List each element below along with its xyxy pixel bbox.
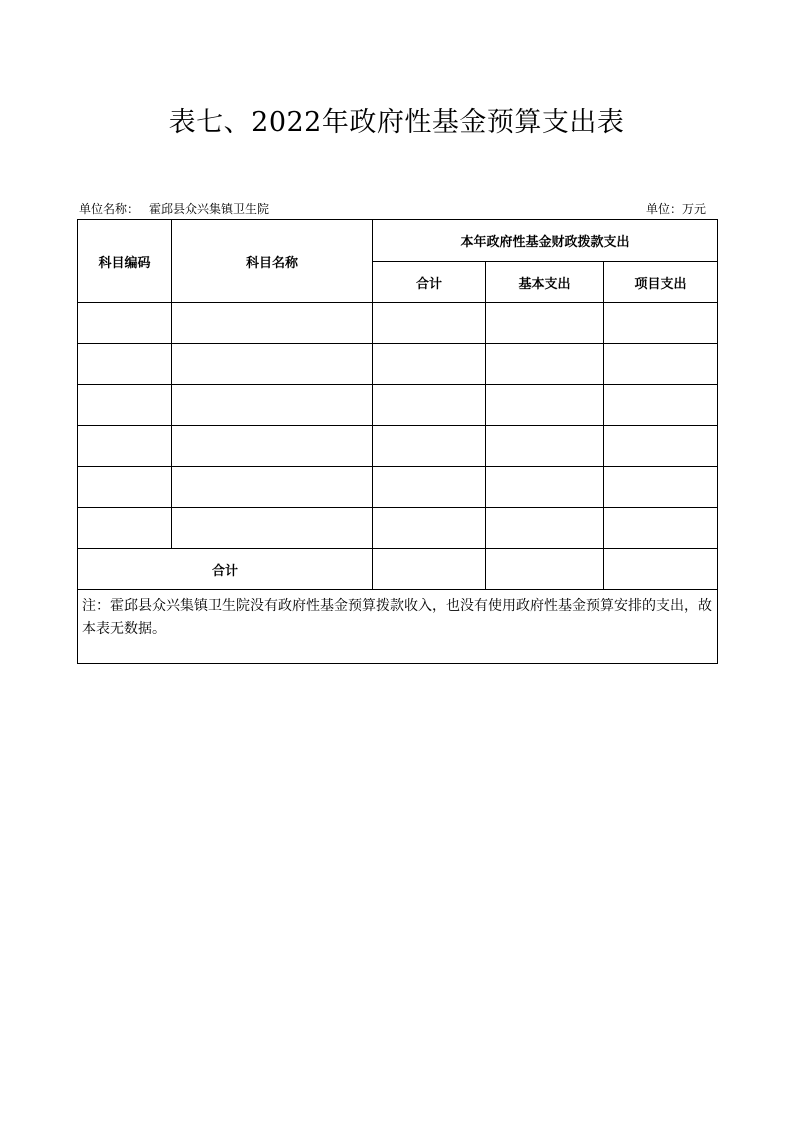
cell-project: [604, 426, 718, 467]
cell-code: [78, 508, 172, 549]
cell-code: [78, 344, 172, 385]
cell-name: [172, 467, 373, 508]
cell-total: [373, 508, 486, 549]
cell-name: [172, 344, 373, 385]
table-row: [78, 467, 718, 508]
unit-name-value: 霍邱县众兴集镇卫生院: [149, 202, 270, 216]
page-title: 表七、2022年政府性基金预算支出表: [168, 107, 625, 138]
header-project: 项目支出: [604, 262, 718, 303]
total-cell-total: [373, 549, 486, 590]
table-row: [78, 344, 718, 385]
table-row: [78, 303, 718, 344]
cell-basic: [486, 344, 604, 385]
table-row: [78, 508, 718, 549]
header-group: 本年政府性基金财政拨款支出: [373, 220, 718, 262]
note-row: [78, 590, 718, 664]
table-row: [78, 426, 718, 467]
cell-basic: [486, 303, 604, 344]
cell-total: [373, 426, 486, 467]
cell-basic: [486, 467, 604, 508]
cell-code: [78, 303, 172, 344]
table-note: 注：霍邱县众兴集镇卫生院没有政府性基金预算拨款收入，也没有使用政府性基金预算安排的支出，故本表无数据。: [78, 590, 718, 664]
header-code: 科目编码: [78, 220, 172, 303]
cell-project: [604, 385, 718, 426]
cell-basic: [486, 426, 604, 467]
cell-project: [604, 344, 718, 385]
header-row-1: [78, 220, 718, 262]
cell-project: [604, 508, 718, 549]
total-cell-basic: [486, 549, 604, 590]
cell-name: [172, 385, 373, 426]
cell-total: [373, 303, 486, 344]
cell-name: [172, 426, 373, 467]
header-name: 科目名称: [172, 220, 373, 303]
unit-label: 单位：万元: [646, 202, 707, 216]
cell-code: [78, 385, 172, 426]
cell-project: [604, 467, 718, 508]
cell-basic: [486, 385, 604, 426]
cell-total: [373, 385, 486, 426]
cell-name: [172, 303, 373, 344]
total-label: 合计: [78, 549, 373, 590]
header-basic: 基本支出: [486, 262, 604, 303]
cell-name: [172, 508, 373, 549]
unit-name: [79, 200, 269, 217]
cell-total: [373, 344, 486, 385]
cell-total: [373, 467, 486, 508]
cell-code: [78, 467, 172, 508]
cell-project: [604, 303, 718, 344]
total-cell-project: [604, 549, 718, 590]
cell-code: [78, 426, 172, 467]
cell-basic: [486, 508, 604, 549]
table-row: [78, 385, 718, 426]
total-row: [78, 549, 718, 590]
unit-name-label: 单位名称：: [79, 202, 140, 216]
header-total: 合计: [373, 262, 486, 303]
budget-table: [77, 219, 718, 664]
